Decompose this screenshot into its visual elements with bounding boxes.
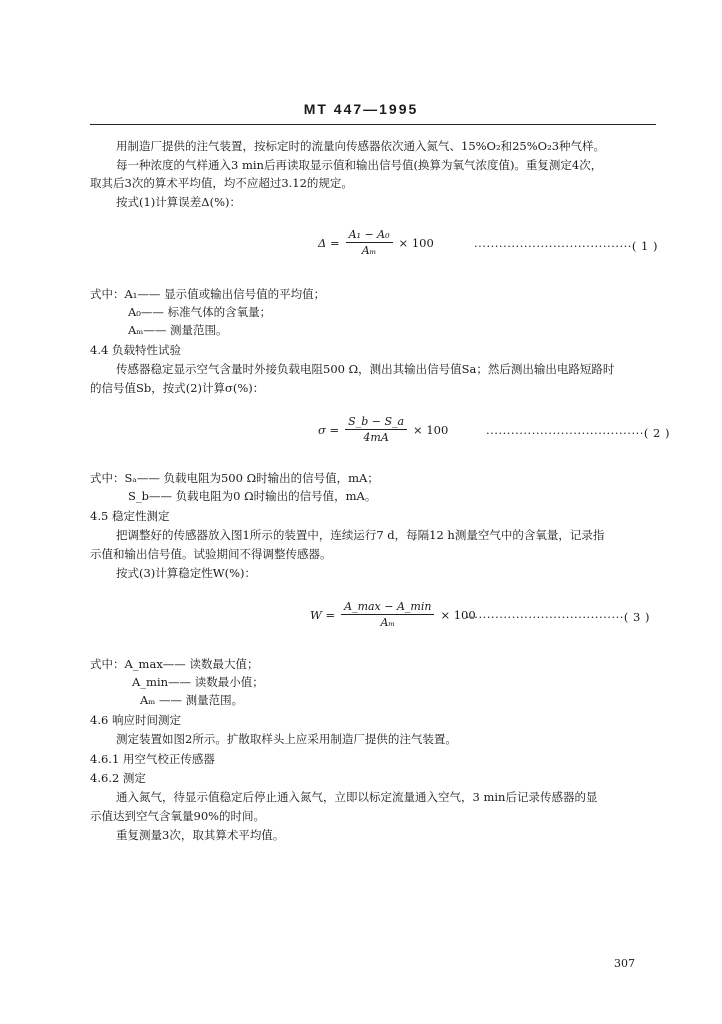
formula-numerator: S_b − S_a <box>345 415 407 430</box>
formula-tail: × 100 <box>398 235 434 250</box>
formula-denominator: Aₘ <box>380 616 396 629</box>
equation-number: ······································( 1 ) <box>474 239 659 253</box>
section-heading: 4.5 稳定性测定 <box>90 509 170 523</box>
paragraph-line: 传感器稳定显示空气含量时外接负载电阻500 Ω，测出其输出信号值Sa；然后测出输出电路短路时 <box>116 362 615 376</box>
formula-lhs: σ = <box>318 422 340 437</box>
paragraph-line: 用制造厂提供的注气装置，按标定时的流量向传感器依次通入氮气、15%O₂和25%O₂3种气样。 <box>116 139 606 153</box>
header-rule <box>90 124 656 125</box>
formula-3 <box>310 600 476 629</box>
paragraph-line: 通入氮气，待显示值稳定后停止通入氮气，立即以标定流量通入空气，3 min后记录传感器的显 <box>116 790 598 804</box>
page-header: MT 447—1995 <box>303 101 419 117</box>
paragraph-line: 重复测量3次，取其算术平均值。 <box>116 828 285 842</box>
paragraph-line: 按式(1)计算误差Δ(%)： <box>116 195 241 209</box>
formula-lhs: Δ = <box>318 235 340 250</box>
formula-numerator: A₁ − A₀ <box>346 228 393 243</box>
formula-numerator: A_max − A_min <box>341 600 434 615</box>
paragraph-line: 每一种浓度的气样通入3 min后再读取显示值和输出信号值(换算为氧气浓度值)。重复测定4次， <box>116 158 603 172</box>
where-line: Aₘ—— 测量范围。 <box>128 323 228 337</box>
paragraph-line: 示值达到空气含氧量90%的时间。 <box>90 809 266 823</box>
formula-denominator: Aₘ <box>361 244 377 257</box>
where-line: S_b—— 负载电阻为0 Ω时输出的信号值，mA。 <box>128 489 377 503</box>
formula-lhs: W = <box>310 607 336 622</box>
formula-fraction <box>346 228 393 257</box>
where-line: Aₘ —— 测量范围。 <box>140 693 244 707</box>
paragraph-line: 取其后3次的算术平均值，均不应超过3.12的规定。 <box>90 176 353 190</box>
formula-fraction <box>341 600 434 629</box>
where-line: A_min—— 读数最小值； <box>132 675 264 689</box>
where-line: A₀—— 标准气体的含氧量； <box>128 305 272 319</box>
paragraph-line: 把调整好的传感器放入图1所示的装置中，连续运行7 d，每隔12 h测量空气中的含氧量，记录指 <box>116 528 605 542</box>
where-line: 式中：Sₐ—— 负载电阻为500 Ω时输出的信号值，mA； <box>90 471 379 485</box>
formula-tail: × 100 <box>413 422 449 437</box>
paragraph-line: 的信号值Sb，按式(2)计算σ(%)： <box>90 381 265 395</box>
paragraph-line: 按式(3)计算稳定性W(%)： <box>116 566 257 580</box>
where-line: 式中：A₁—— 显示值或输出信号值的平均值； <box>90 287 326 301</box>
paragraph-line: 示值和输出信号值。试验期间不得调整传感器。 <box>90 547 332 561</box>
where-line: 式中：A_max—— 读数最大值； <box>90 657 259 671</box>
formula-2 <box>318 415 448 444</box>
section-heading: 4.6 响应时间测定 <box>90 713 181 727</box>
formula-tail: × 100 <box>440 607 476 622</box>
formula-denominator: 4mA <box>363 431 389 444</box>
subsection-heading: 4.6.2 测定 <box>90 771 146 785</box>
section-heading: 4.4 负载特性试验 <box>90 343 181 357</box>
paragraph-line: 测定装置如图2所示。扩散取样头上应采用制造厂提供的注气装置。 <box>116 732 457 746</box>
formula-1 <box>318 228 434 257</box>
subsection-heading: 4.6.1 用空气校正传感器 <box>90 752 215 766</box>
equation-number: ······································( 2 ) <box>486 426 671 440</box>
formula-fraction <box>345 415 407 444</box>
equation-number: ······································( 3 ) <box>466 610 651 624</box>
page-number: 307 <box>614 957 635 970</box>
